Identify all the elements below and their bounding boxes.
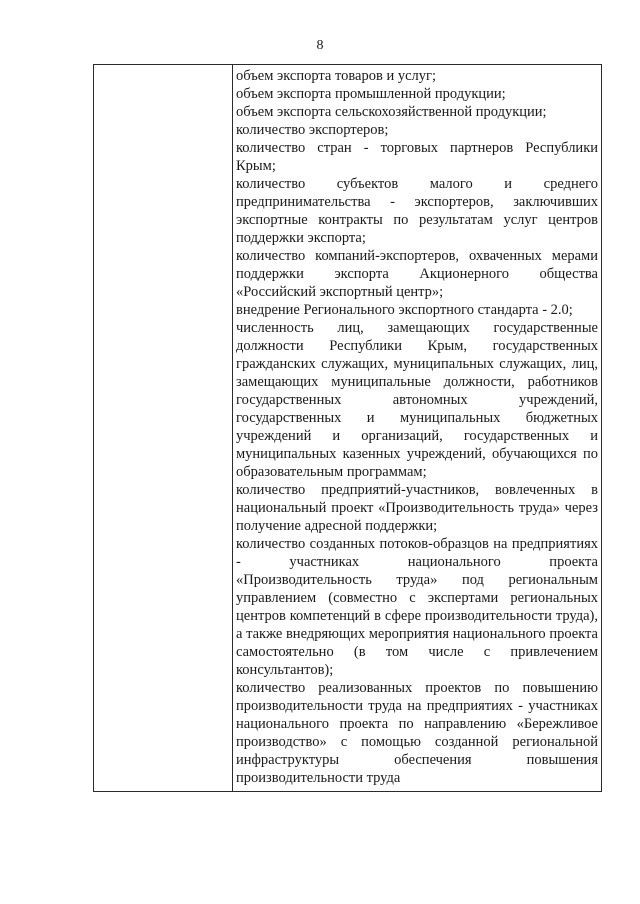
indicator-item: количество стран - торговых партнеров Республики Крым; [236,140,598,174]
page-number: 8 [316,38,324,53]
indicator-item: численность лиц, замещающих государственные должности Республики Крым, государственных гражданских служащих, муниципальных служащих, лиц, замещающих муниципальные должности, работников государственных автономных учреждений, государственных и муниципальных бюджетных учреждений и организаций, государственных и муниципальных казенных учреждений, обучающихся по образовательным программам; [236,320,598,480]
indicator-item: объем экспорта сельскохозяйственной продукции; [236,104,547,120]
table-cell-indicators [233,65,602,792]
indicator-item: объем экспорта промышленной продукции; [236,86,506,102]
indicator-item: количество экспортеров; [236,122,389,138]
indicators-table [93,64,602,792]
indicator-item: внедрение Регионального экспортного стандарта - 2.0; [236,302,573,318]
indicator-item: количество предприятий-участников, вовлеченных в национальный проект «Производительность труда» через получение адресной поддержки; [236,482,598,534]
indicator-item: количество реализованных проектов по повышению производительности труда на предприятиях - участниках национального проекта по направлению «Бережливое производство» с помощью созданной региональной инфраструктуры обеспечения повышения производительности труда [236,680,598,786]
table-cell-left [94,65,233,792]
indicator-item: количество компаний-экспортеров, охваченных мерами поддержки экспорта Акционерного общества «Российский экспортный центр»; [236,248,598,300]
indicator-item: количество созданных потоков-образцов на предприятиях - участниках национального проекта «Производительность труда» под региональным управлением (совместно с экспертами региональных центров компетенций в сфере производительности труда), а также внедряющих мероприятия национального проекта самостоятельно (в том числе с привлечением консультантов); [236,536,598,678]
indicator-item: количество субъектов малого и среднего предпринимательства - экспортеров, заключивших экспортные контракты по результатам услуг центров поддержки экспорта; [236,176,598,246]
indicator-item: объем экспорта товаров и услуг; [236,68,436,84]
table-row [94,65,602,792]
